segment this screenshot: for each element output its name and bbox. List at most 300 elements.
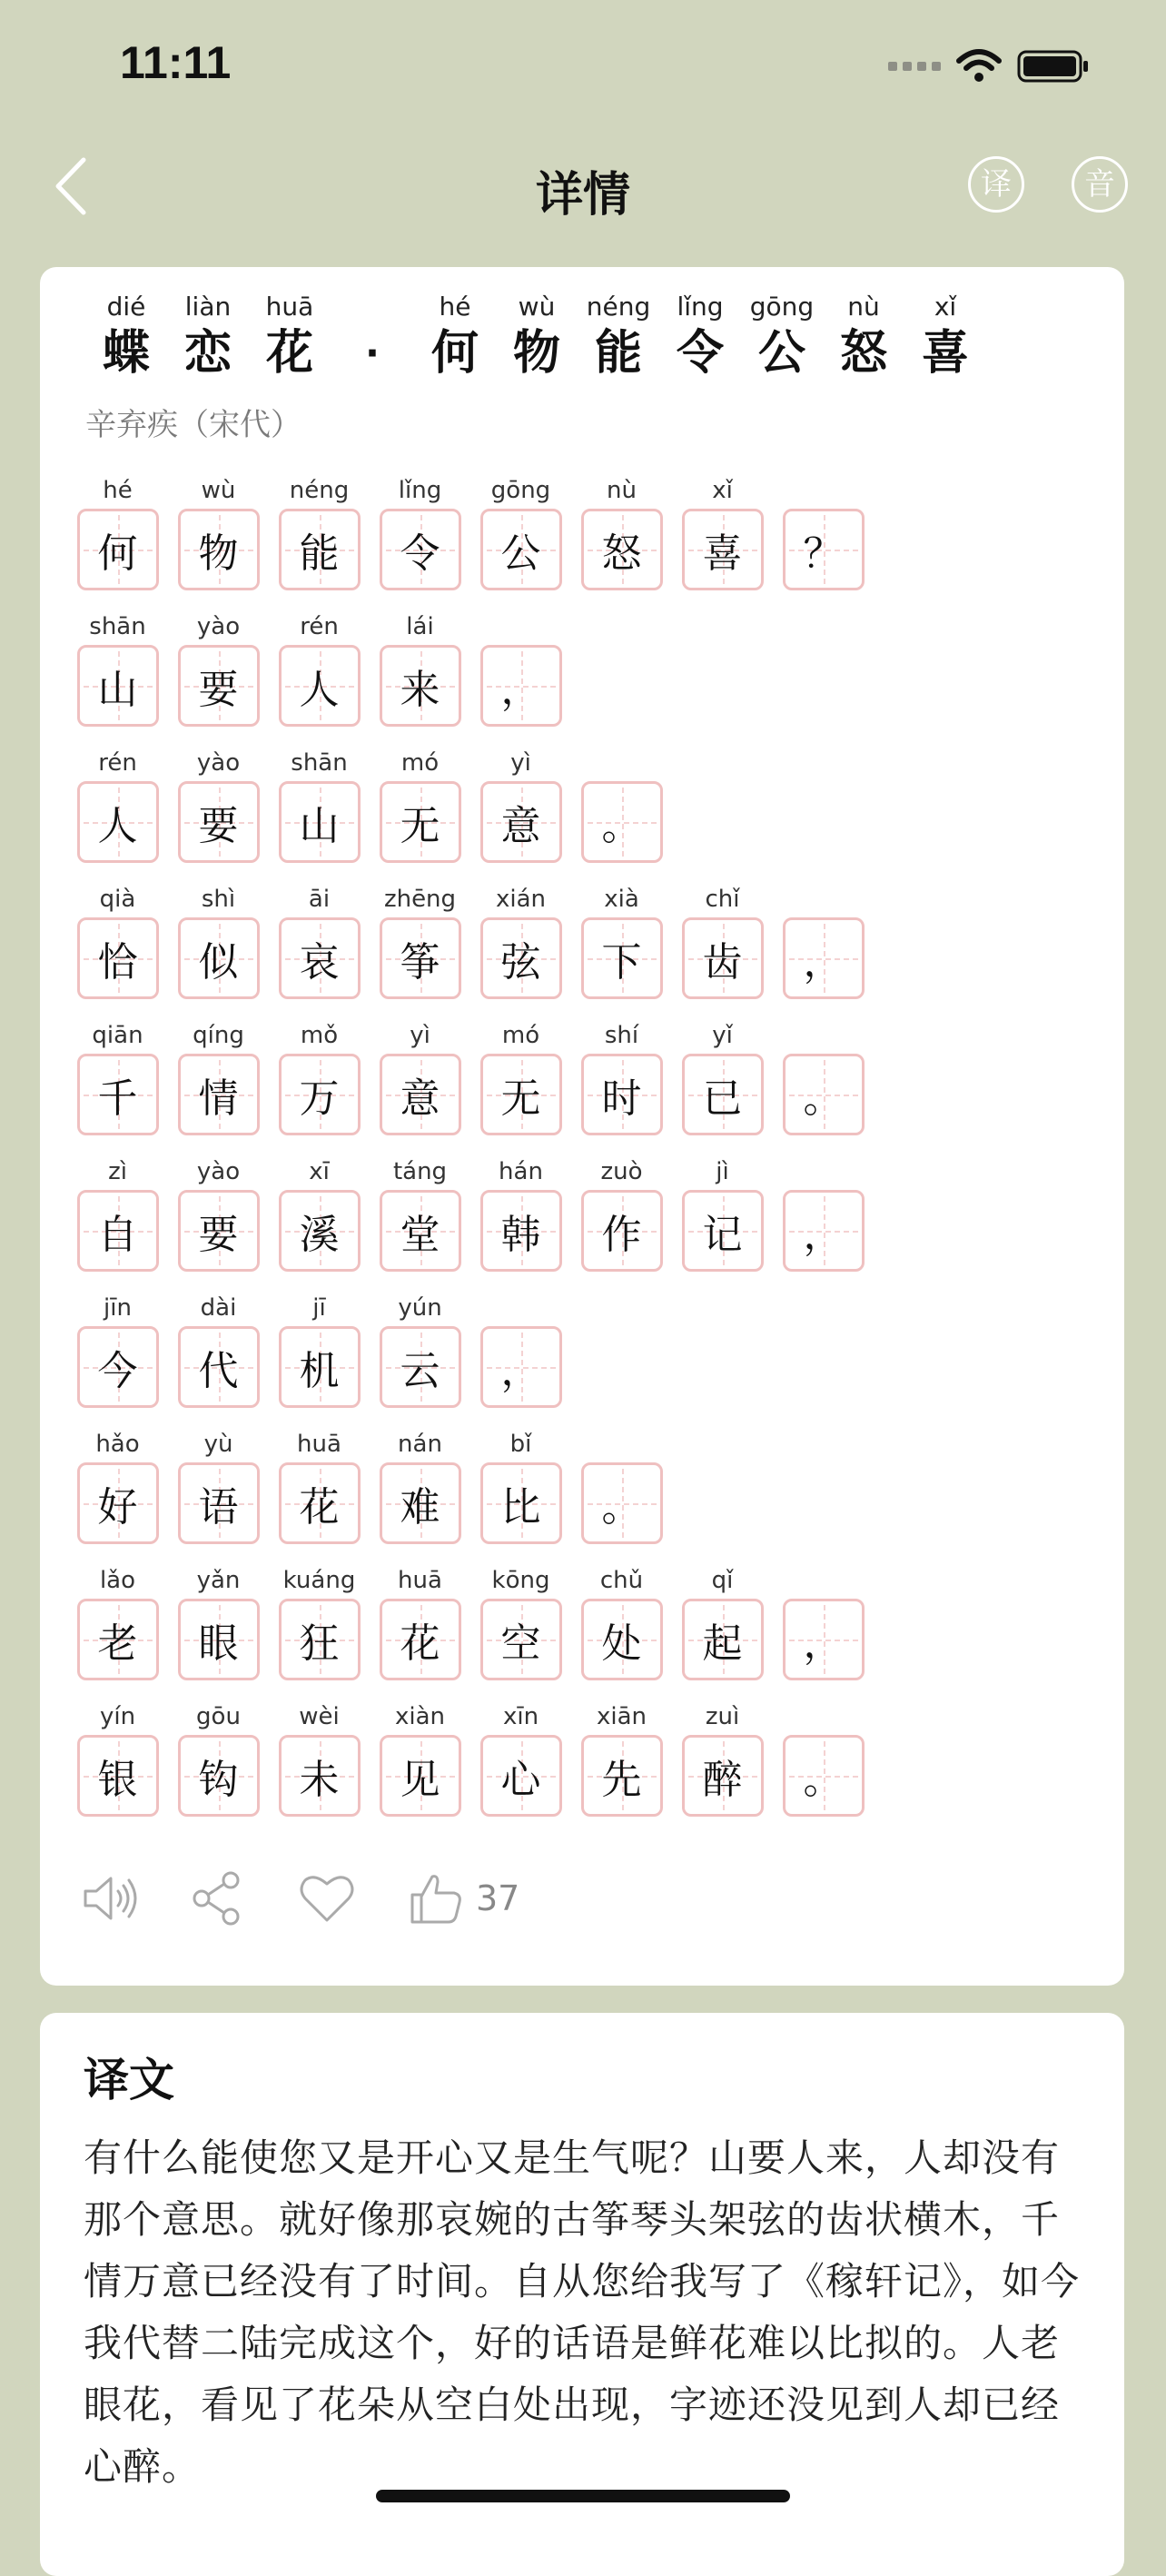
char-hanzi: 韩 [500, 1212, 541, 1258]
char-grid-box [178, 1462, 260, 1544]
pronunciation-button[interactable]: 音 [1072, 156, 1128, 213]
char-grid-box [77, 1462, 159, 1544]
char-cell[interactable] [269, 745, 370, 881]
title-char [496, 291, 578, 383]
char-pinyin: shí [604, 1022, 639, 1049]
char-grid-box [279, 1054, 361, 1135]
char-hanzi: 作 [601, 1212, 642, 1258]
title-pinyin: wù [518, 292, 556, 322]
char-pinyin: bǐ [509, 1431, 532, 1458]
char-cell[interactable] [773, 1699, 874, 1835]
char-hanzi: 语 [198, 1484, 239, 1531]
char-cell[interactable] [67, 1699, 168, 1835]
char-hanzi: ， [803, 1620, 844, 1667]
char-cell[interactable] [168, 609, 269, 745]
char-grid-box [279, 1462, 361, 1544]
favorite-button[interactable] [298, 1869, 356, 1927]
char-grid-box [178, 781, 260, 863]
title-hanzi: 花 [265, 326, 313, 381]
char-hanzi: 空 [500, 1620, 541, 1667]
char-grid-box [380, 1190, 461, 1272]
char-pinyin: qíng [193, 1022, 244, 1049]
char-pinyin: yào [196, 613, 241, 640]
char-hanzi: 无 [500, 1075, 541, 1122]
title-hanzi: 蝶 [102, 326, 150, 381]
char-cell[interactable] [370, 745, 470, 881]
char-grid-box [480, 645, 562, 727]
title-hanzi: 恋 [183, 326, 232, 381]
char-grid-box [178, 1326, 260, 1408]
char-grid-box [178, 1190, 260, 1272]
char-cell[interactable] [168, 1017, 269, 1154]
like-button[interactable] [407, 1869, 465, 1927]
char-pinyin: mǒ [300, 1022, 339, 1049]
like-count: 37 [476, 1878, 520, 1918]
char-hanzi: 筝 [400, 939, 440, 986]
char-cell[interactable] [571, 745, 672, 881]
char-hanzi: 似 [198, 939, 239, 986]
char-grid-box [380, 1054, 461, 1135]
char-pinyin: néng [289, 477, 350, 504]
speaker-button[interactable] [80, 1869, 138, 1927]
char-cell[interactable] [470, 472, 571, 609]
char-grid-box [77, 1054, 159, 1135]
char-grid-box [480, 1190, 562, 1272]
char-hanzi: 人 [299, 667, 340, 713]
char-cell[interactable] [168, 1562, 269, 1699]
char-hanzi: 自 [97, 1212, 138, 1258]
char-cell[interactable] [571, 1426, 672, 1562]
char-cell[interactable] [269, 609, 370, 745]
char-cell[interactable] [370, 609, 470, 745]
char-hanzi: 时 [601, 1075, 642, 1122]
char-pinyin: zuì [705, 1703, 740, 1730]
char-pinyin: hǎo [95, 1431, 140, 1458]
char-grid-box [380, 1462, 461, 1544]
char-grid-box [581, 1599, 663, 1680]
poem-card [40, 267, 1124, 1986]
char-cell[interactable] [470, 881, 571, 1017]
char-hanzi: 怒 [601, 530, 642, 577]
char-cell[interactable] [370, 1699, 470, 1835]
char-grid-box [279, 781, 361, 863]
char-pinyin: yín [99, 1703, 136, 1730]
char-pinyin: xīn [502, 1703, 539, 1730]
char-cell[interactable] [168, 1154, 269, 1290]
char-pinyin: mó [501, 1022, 540, 1049]
char-cell[interactable] [672, 1699, 773, 1835]
cellular-signal-icon [888, 62, 941, 71]
char-hanzi: 心 [500, 1757, 541, 1803]
char-grid-box [178, 917, 260, 999]
char-cell[interactable] [269, 881, 370, 1017]
char-pinyin: xià [604, 886, 639, 913]
title-char [167, 291, 249, 383]
char-hanzi: 千 [97, 1075, 138, 1122]
char-pinyin: wèi [299, 1703, 340, 1730]
char-hanzi: 。 [803, 1757, 844, 1803]
char-pinyin: zuò [600, 1158, 643, 1185]
char-hanzi: 记 [702, 1212, 743, 1258]
char-grid-box [77, 509, 159, 590]
char-hanzi: 山 [97, 667, 138, 713]
char-grid-box [480, 1054, 562, 1135]
translation-text: 有什么能使您又是开心又是生气呢？山要人来，人却没有那个意思。就好像那哀婉的古筝琴头架弦的齿状横木，千情万意已经没有了时间。自从您给我写了《稼轩记》，如今我代替二陆完成这个，好的话语是鲜花难以比拟的。人老眼花，看见了花朵从空白处出现，字迹还没见到人却已经心醉。 [84, 2135, 1081, 2489]
char-cell[interactable] [370, 1562, 470, 1699]
title-pinyin: liàn [184, 292, 232, 322]
char-grid-box [682, 1190, 764, 1272]
char-pinyin: hán [499, 1158, 543, 1185]
char-cell[interactable] [67, 881, 168, 1017]
char-pinyin: āi [308, 886, 331, 913]
char-grid-box [178, 1735, 260, 1817]
title-pinyin: nù [847, 292, 880, 322]
char-pinyin: yào [196, 749, 241, 777]
char-cell[interactable] [269, 1154, 370, 1290]
char-cell[interactable] [370, 1426, 470, 1562]
char-pinyin: yì [510, 749, 531, 777]
char-cell[interactable] [370, 881, 470, 1017]
char-pinyin: xián [495, 886, 547, 913]
char-hanzi: 先 [601, 1757, 642, 1803]
char-pinyin: yù [203, 1431, 233, 1458]
char-hanzi: 意 [500, 803, 541, 849]
status-time: 11:11 [120, 37, 232, 88]
char-grid-box [380, 781, 461, 863]
char-cell[interactable] [370, 1290, 470, 1426]
heart-icon [298, 1871, 356, 1926]
char-pinyin: yì [410, 1022, 430, 1049]
char-pinyin: wù [201, 477, 236, 504]
char-cell[interactable] [168, 472, 269, 609]
char-cell[interactable] [67, 1562, 168, 1699]
char-grid-box [480, 1462, 562, 1544]
char-cell[interactable] [370, 1154, 470, 1290]
char-cell[interactable] [470, 1699, 571, 1835]
title-hanzi: 喜 [921, 326, 969, 381]
char-hanzi: 万 [299, 1075, 340, 1122]
char-cell[interactable] [67, 1426, 168, 1562]
char-pinyin: xī [309, 1158, 330, 1185]
battery-icon [1017, 48, 1090, 84]
poem-line [67, 1154, 874, 1290]
char-cell[interactable] [269, 1699, 370, 1835]
translate-button[interactable]: 译 [968, 156, 1024, 213]
char-pinyin: kuáng [282, 1567, 356, 1594]
char-hanzi: 要 [198, 1212, 239, 1258]
char-cell[interactable] [571, 472, 672, 609]
char-cell[interactable] [672, 472, 773, 609]
char-cell[interactable] [168, 881, 269, 1017]
char-grid-box [279, 1190, 361, 1272]
char-cell[interactable] [571, 1562, 672, 1699]
title-char [85, 291, 167, 383]
char-cell[interactable] [269, 1290, 370, 1426]
char-hanzi: 醉 [702, 1757, 743, 1803]
char-cell[interactable] [470, 1154, 571, 1290]
char-hanzi: 来 [400, 667, 440, 713]
char-hanzi: 溪 [299, 1212, 340, 1258]
char-cell[interactable] [67, 472, 168, 609]
title-hanzi: 物 [512, 326, 560, 381]
char-cell[interactable] [773, 472, 874, 609]
char-cell[interactable] [470, 745, 571, 881]
home-indicator[interactable] [376, 2490, 790, 2502]
char-pinyin: dài [200, 1294, 237, 1322]
title-char [578, 291, 659, 383]
char-pinyin: xiàn [394, 1703, 446, 1730]
char-grid-box [178, 509, 260, 590]
char-hanzi: ， [803, 939, 844, 986]
char-cell[interactable] [571, 1699, 672, 1835]
char-grid-box [581, 1054, 663, 1135]
char-hanzi: 云 [400, 1348, 440, 1394]
title-pinyin: hé [439, 292, 471, 322]
char-cell[interactable] [470, 1017, 571, 1154]
share-icon [189, 1869, 247, 1927]
char-grid-box [682, 917, 764, 999]
char-grid-box [279, 1599, 361, 1680]
page-title: 详情 [535, 168, 630, 223]
char-cell[interactable] [571, 881, 672, 1017]
char-cell[interactable] [773, 881, 874, 1017]
char-hanzi: 。 [601, 1484, 642, 1531]
nav-bar [0, 136, 1166, 236]
char-cell[interactable] [470, 1562, 571, 1699]
speaker-icon [80, 1871, 138, 1926]
char-hanzi: 今 [97, 1348, 138, 1394]
char-hanzi: 令 [400, 530, 440, 577]
char-grid-box [77, 1190, 159, 1272]
char-hanzi: 能 [299, 530, 340, 577]
char-cell[interactable] [470, 609, 571, 745]
char-cell[interactable] [773, 1562, 874, 1699]
char-cell[interactable] [773, 1017, 874, 1154]
char-hanzi: 。 [803, 1075, 844, 1122]
char-cell[interactable] [269, 472, 370, 609]
char-hanzi: 未 [299, 1757, 340, 1803]
char-grid-box [77, 917, 159, 999]
char-hanzi: 弦 [500, 939, 541, 986]
char-pinyin: gōng [490, 477, 551, 504]
char-grid-box [581, 1190, 663, 1272]
poem-line [67, 1290, 874, 1426]
char-cell[interactable] [370, 1017, 470, 1154]
char-hanzi: ？ [803, 530, 844, 577]
char-grid-box [480, 917, 562, 999]
char-hanzi: 机 [299, 1348, 340, 1394]
char-hanzi: 要 [198, 667, 239, 713]
char-hanzi: 下 [601, 939, 642, 986]
char-pinyin: lǐng [398, 477, 442, 504]
poem-author: 辛弃疾（宋代） [85, 407, 301, 443]
char-grid-box [77, 781, 159, 863]
char-hanzi: 堂 [400, 1212, 440, 1258]
char-grid-box [581, 509, 663, 590]
title-char [823, 291, 904, 383]
char-hanzi: 钩 [198, 1757, 239, 1803]
char-grid-box [783, 1054, 865, 1135]
poem-lines [67, 472, 874, 1835]
char-pinyin: yún [398, 1294, 442, 1322]
char-pinyin: nù [607, 477, 637, 504]
title-char [741, 291, 823, 383]
char-grid-box [480, 781, 562, 863]
char-grid-box [77, 1735, 159, 1817]
char-hanzi: 处 [601, 1620, 642, 1667]
poem-line [67, 472, 874, 609]
char-pinyin: jī [312, 1294, 326, 1322]
char-hanzi: 比 [500, 1484, 541, 1531]
char-grid-box [279, 1735, 361, 1817]
char-pinyin: zì [108, 1158, 127, 1185]
char-hanzi: 人 [97, 803, 138, 849]
title-pinyin: néng [586, 292, 651, 322]
char-grid-box [380, 917, 461, 999]
char-cell[interactable] [571, 1017, 672, 1154]
char-cell[interactable] [470, 1426, 571, 1562]
poem-line [67, 609, 874, 745]
char-grid-box [380, 1326, 461, 1408]
char-cell[interactable] [67, 745, 168, 881]
char-pinyin: xiān [596, 1703, 647, 1730]
char-cell[interactable] [67, 609, 168, 745]
char-pinyin: rén [300, 613, 339, 640]
char-hanzi: 物 [198, 530, 239, 577]
char-hanzi: 喜 [702, 530, 743, 577]
title-pinyin: huā [265, 292, 314, 322]
char-cell[interactable] [773, 1154, 874, 1290]
title-pinyin: gōng [749, 292, 815, 322]
title-char [414, 291, 496, 383]
char-grid-box [581, 917, 663, 999]
char-pinyin: jì [716, 1158, 729, 1185]
char-grid-box [581, 781, 663, 863]
share-button[interactable] [189, 1869, 247, 1927]
char-cell[interactable] [672, 1154, 773, 1290]
char-cell[interactable] [269, 1562, 370, 1699]
char-grid-box [480, 1326, 562, 1408]
char-cell[interactable] [67, 1154, 168, 1290]
char-hanzi: 难 [400, 1484, 440, 1531]
char-pinyin: hé [103, 477, 133, 504]
char-hanzi: 好 [97, 1484, 138, 1531]
char-pinyin: shān [291, 749, 348, 777]
char-hanzi: 何 [97, 530, 138, 577]
char-grid-box [77, 645, 159, 727]
char-pinyin: nán [398, 1431, 442, 1458]
title-hanzi: 何 [430, 326, 479, 381]
char-cell[interactable] [672, 1017, 773, 1154]
title-hanzi: 令 [676, 326, 724, 381]
char-cell[interactable] [67, 1017, 168, 1154]
char-cell[interactable] [672, 1562, 773, 1699]
title-pinyin: xǐ [934, 292, 957, 322]
char-grid-box [783, 1735, 865, 1817]
char-grid-box [178, 645, 260, 727]
char-cell[interactable] [470, 1290, 571, 1426]
char-pinyin: xǐ [712, 477, 733, 504]
char-pinyin: táng [392, 1158, 448, 1185]
title-separator: · [365, 331, 380, 375]
char-pinyin: kōng [491, 1567, 550, 1594]
char-grid-box [783, 509, 865, 590]
char-grid-box [581, 1462, 663, 1544]
title-char [904, 291, 986, 383]
char-cell[interactable] [168, 745, 269, 881]
char-pinyin: huā [297, 1431, 341, 1458]
char-cell[interactable] [67, 1290, 168, 1426]
char-pinyin: yǐ [712, 1022, 733, 1049]
title-char [249, 291, 331, 383]
char-grid-box [783, 1190, 865, 1272]
char-grid-box [380, 1735, 461, 1817]
char-pinyin: lái [406, 613, 434, 640]
wifi-icon [955, 48, 1003, 84]
char-grid-box [480, 1735, 562, 1817]
char-hanzi: 要 [198, 803, 239, 849]
char-pinyin: qià [99, 886, 136, 913]
char-cell[interactable] [672, 881, 773, 1017]
poem-line [67, 745, 874, 881]
char-hanzi: 银 [97, 1757, 138, 1803]
char-grid-box [279, 1326, 361, 1408]
char-grid-box [480, 1599, 562, 1680]
char-cell[interactable] [370, 472, 470, 609]
char-cell[interactable] [269, 1426, 370, 1562]
status-bar [0, 0, 1166, 136]
thumbs-up-icon [407, 1869, 465, 1927]
char-hanzi: 情 [198, 1075, 239, 1122]
title-hanzi: 公 [757, 326, 805, 381]
title-char [659, 291, 741, 383]
char-grid-box [178, 1599, 260, 1680]
char-hanzi: 恰 [97, 939, 138, 986]
char-grid-box [783, 917, 865, 999]
translation-title: 译文 [84, 2054, 174, 2106]
char-pinyin: chǐ [705, 886, 740, 913]
char-pinyin: gōu [196, 1703, 241, 1730]
char-grid-box [682, 1735, 764, 1817]
char-cell[interactable] [168, 1699, 269, 1835]
char-pinyin: jīn [104, 1294, 132, 1322]
char-grid-box [380, 645, 461, 727]
char-grid-box [77, 1599, 159, 1680]
char-pinyin: chǔ [599, 1567, 644, 1594]
char-pinyin: lǎo [99, 1567, 136, 1594]
char-cell[interactable] [168, 1290, 269, 1426]
poem-line [67, 881, 874, 1017]
char-grid-box [279, 917, 361, 999]
char-grid-box [380, 509, 461, 590]
char-hanzi: 起 [702, 1620, 743, 1667]
title-pinyin: lǐng [677, 292, 724, 322]
char-cell[interactable] [168, 1426, 269, 1562]
char-grid-box [279, 509, 361, 590]
char-hanzi: 老 [97, 1620, 138, 1667]
char-cell[interactable] [269, 1017, 370, 1154]
action-bar [80, 1862, 519, 1935]
char-pinyin: yào [196, 1158, 241, 1185]
char-cell[interactable] [571, 1154, 672, 1290]
status-icons [888, 44, 1090, 89]
char-hanzi: 见 [400, 1757, 440, 1803]
poem-line [67, 1699, 874, 1835]
char-grid-box [480, 509, 562, 590]
char-hanzi: 山 [299, 803, 340, 849]
char-hanzi: 花 [299, 1484, 340, 1531]
poem-title [85, 291, 986, 383]
